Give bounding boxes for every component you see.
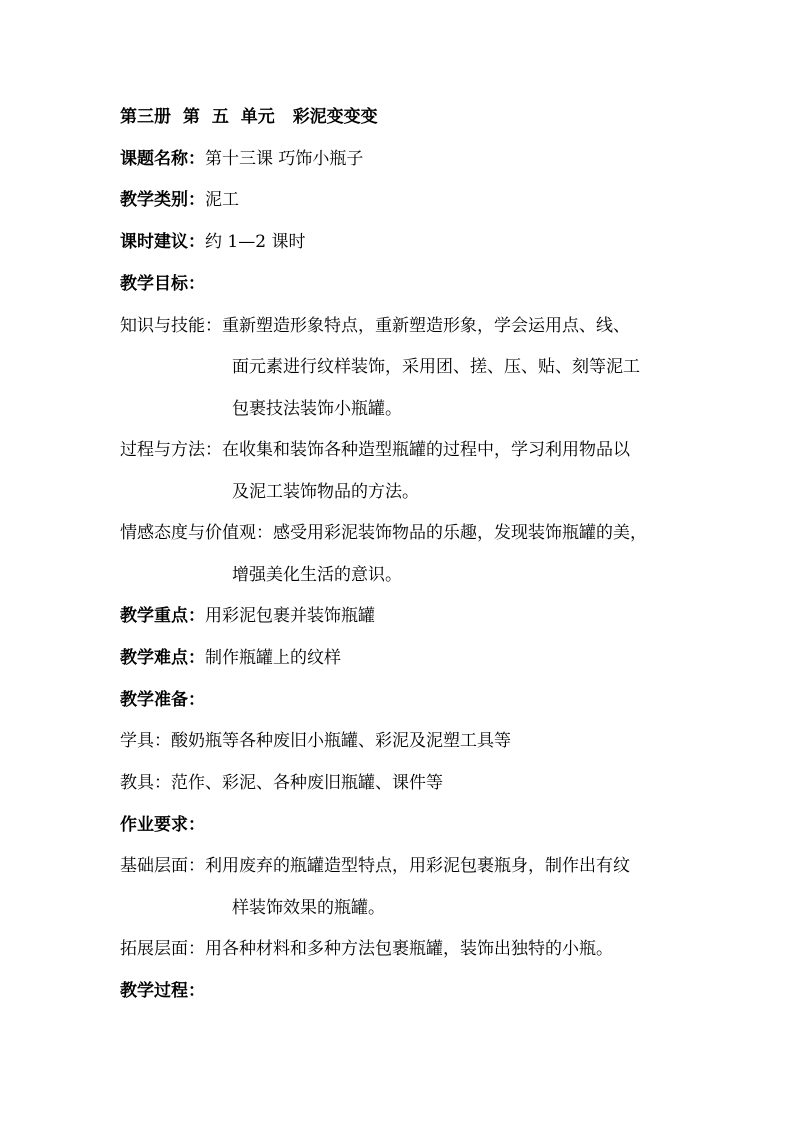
student-tools-row: [120, 730, 511, 752]
unit-title: 彩泥变变变: [292, 107, 378, 127]
hours-label: 课时建议：: [120, 232, 205, 252]
process-row: [120, 439, 630, 461]
basic-level-row: [120, 855, 630, 877]
extended-level-label: 拓展层面：: [120, 939, 205, 959]
basic-level-line-1: 利用废弃的瓶罐造型特点，用彩泥包裹瓶身，制作出有纹: [205, 856, 630, 876]
key-point-value: 用彩泥包裹并装饰瓶罐: [205, 606, 375, 626]
knowledge-label: 知识与技能：: [120, 316, 222, 336]
key-point-row: [120, 605, 375, 627]
unit-word-1: 第: [182, 107, 200, 127]
book-label: 第三册: [120, 107, 171, 127]
knowledge-line-3: 包裹技法装饰小瓶罐。: [232, 399, 402, 419]
lesson-value: 第十三课 巧饰小瓶子: [205, 149, 364, 169]
preparation-heading: 教学准备：: [120, 690, 205, 710]
category-label: 教学类别：: [120, 190, 205, 210]
lesson-row: [120, 148, 363, 170]
knowledge-line-1: 重新塑造形象特点，重新塑造形象，学会运用点、线、: [222, 316, 630, 336]
process-label: 过程与方法：: [120, 440, 222, 460]
process-line-1: 在收集和装饰各种造型瓶罐的过程中，学习利用物品以: [222, 440, 630, 460]
teacher-tools-label: 教具：: [120, 773, 171, 793]
unit-header: [120, 106, 378, 128]
unit-number: 五: [211, 107, 229, 127]
basic-level-line-2: 样装饰效果的瓶罐。: [232, 898, 385, 918]
category-value: 泥工: [205, 190, 239, 210]
extended-level-value: 用各种材料和多种方法包裹瓶罐，装饰出独特的小瓶。: [205, 939, 613, 959]
knowledge-line-2: 面元素进行纹样装饰，采用团、搓、压、贴、刻等泥工: [232, 357, 640, 377]
student-tools-label: 学具：: [120, 731, 171, 751]
difficulty-label: 教学难点：: [120, 648, 205, 668]
basic-level-label: 基础层面：: [120, 856, 205, 876]
emotion-line-2: 增强美化生活的意识。: [232, 565, 402, 585]
student-tools-value: 酸奶瓶等各种废旧小瓶罐、彩泥及泥塑工具等: [171, 731, 511, 751]
difficulty-row: [120, 647, 341, 669]
difficulty-value: 制作瓶罐上的纹样: [205, 648, 341, 668]
process-line-2: 及泥工装饰物品的方法。: [232, 482, 419, 502]
procedure-heading: 教学过程：: [120, 981, 205, 1001]
knowledge-row: [120, 315, 630, 337]
key-point-label: 教学重点：: [120, 606, 205, 626]
emotion-label: 情感态度与价值观：: [120, 523, 273, 543]
hours-value: 约 1—2 课时: [205, 232, 306, 252]
teacher-tools-value: 范作、彩泥、各种废旧瓶罐、课件等: [171, 773, 443, 793]
teacher-tools-row: [120, 772, 443, 794]
objectives-heading: 教学目标：: [120, 274, 205, 294]
homework-heading: 作业要求：: [120, 815, 205, 835]
unit-word-2: 单元: [240, 107, 275, 127]
category-row: [120, 189, 239, 211]
lesson-label: 课题名称：: [120, 149, 205, 169]
hours-row: [120, 231, 305, 253]
extended-level-row: [120, 938, 613, 960]
emotion-row: [120, 522, 647, 544]
emotion-line-1: 感受用彩泥装饰物品的乐趣，发现装饰瓶罐的美，: [273, 523, 647, 543]
